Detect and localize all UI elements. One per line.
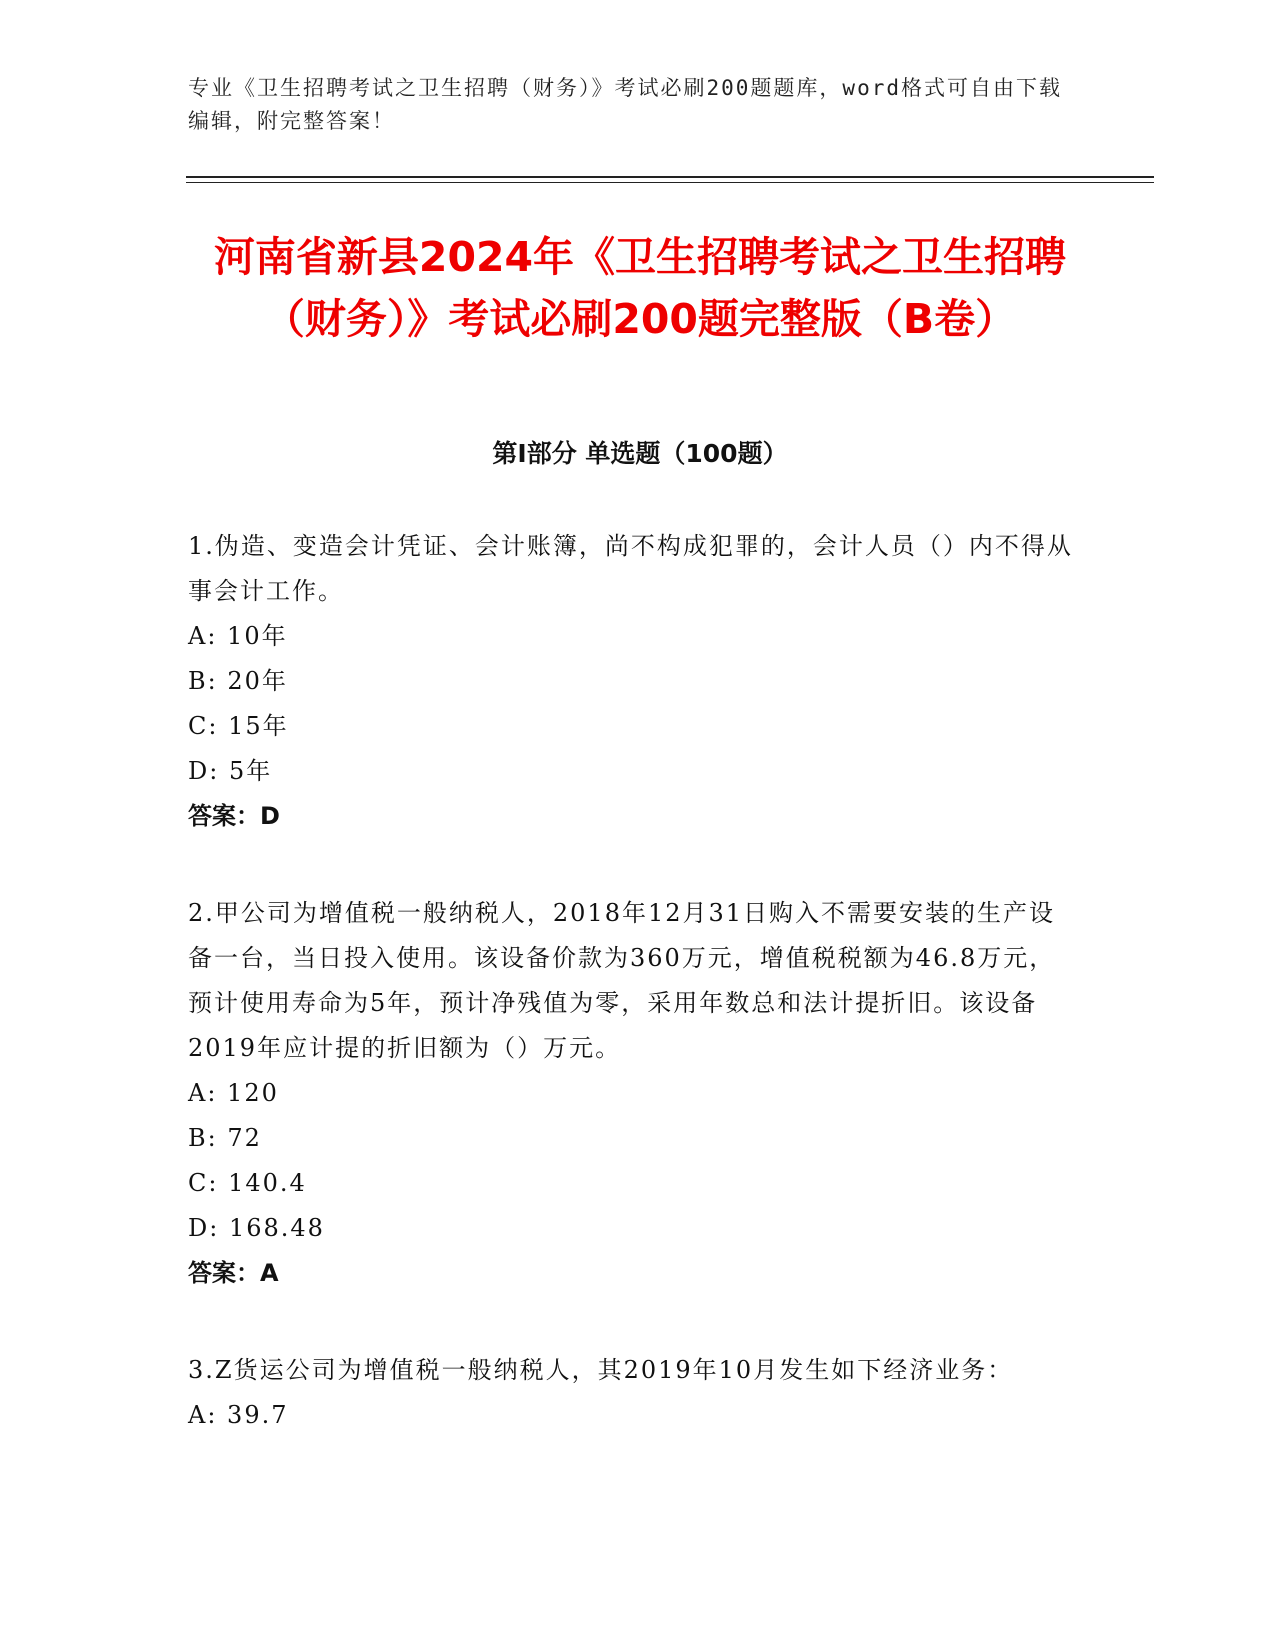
option-b: B: 72 (188, 1124, 262, 1152)
question-3 (188, 1348, 1078, 1438)
option-b: B: 20年 (188, 667, 288, 695)
question-2 (188, 891, 1078, 1296)
option-a: A: 39.7 (188, 1401, 289, 1429)
header-divider-thick (186, 176, 1154, 178)
option-a: A: 10年 (188, 622, 288, 650)
section-heading: 第I部分 单选题（100题） (492, 439, 788, 468)
answer-line: 答案：A (188, 1259, 279, 1287)
question-stem: 3.Z货运公司为增值税一般纳税人，其2019年10月发生如下经济业务： (188, 1356, 1014, 1384)
question-list (188, 524, 1078, 1490)
option-a: A: 120 (188, 1079, 279, 1107)
option-c: C: 15年 (188, 712, 289, 740)
question-stem: 1.伪造、变造会计凭证、会计账簿，尚不构成犯罪的，会计人员（）内不得从事会计工作。 (188, 532, 1073, 605)
option-c: C: 140.4 (188, 1169, 307, 1197)
option-d: D: 168.48 (188, 1214, 325, 1242)
answer-line: 答案：D (188, 802, 280, 830)
document-title: 河南省新县2024年《卫生招聘考试之卫生招聘（财务）》考试必刷200题完整版（B卷） (213, 233, 1067, 343)
option-d: D: 5年 (188, 757, 273, 785)
question-stem: 2.甲公司为增值税一般纳税人，2018年12月31日购入不需要安装的生产设备一台，当日投入使用。该设备价款为360万元，增值税税额为46.8万元，预计使用寿命为5年，预计净残值为零，采用年数总和法计提折旧。该设备2019年应计提的折旧额为（）万元。 (188, 899, 1056, 1062)
header-divider-thin (186, 182, 1154, 183)
header-note: 专业《卫生招聘考试之卫生招聘（财务）》考试必刷200题题库，word格式可自由下载编辑，附完整答案！ (188, 76, 1062, 133)
question-1 (188, 524, 1078, 839)
